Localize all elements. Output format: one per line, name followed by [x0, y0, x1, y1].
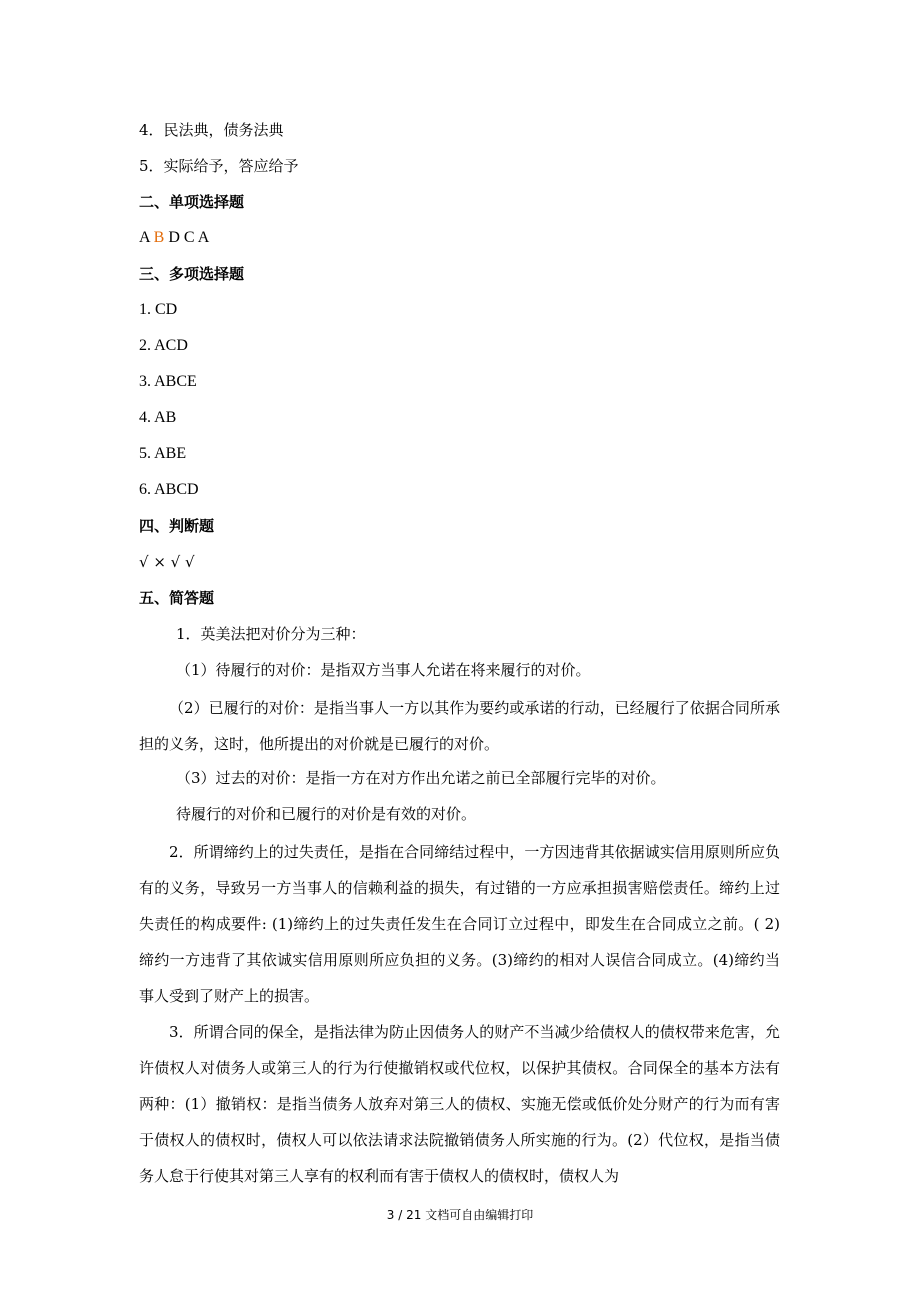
- answer-3: D: [168, 229, 180, 246]
- q1-title: 1．英美法把对价分为三种：: [176, 625, 366, 643]
- multiple-choice-answer: 5. ABE: [139, 445, 187, 462]
- answer-5: A: [197, 229, 210, 246]
- q1-point-2: （2）已履行的对价：是指当事人一方以其作为要约或承诺的行动，已经履行了依据合同所承担的义务，这时，他所提出的对价就是已履行的对价。: [139, 699, 780, 753]
- section-heading-multiple-choice: 三、多项选择题: [139, 265, 245, 283]
- q1-point-1: （1）待履行的对价：是指双方当事人允诺在将来履行的对价。: [176, 661, 591, 679]
- q1-point-3: （3）过去的对价：是指一方在对方作出允诺之前已全部履行完毕的对价。: [176, 769, 666, 787]
- section-heading-single-choice: 二、单项选择题: [139, 193, 245, 211]
- answer-4: C: [183, 229, 195, 246]
- multiple-choice-answer: 1. CD: [139, 301, 178, 318]
- multiple-choice-answer: 6. ABCD: [139, 481, 199, 498]
- page-footer: 3 / 21 文档可自由编辑打印: [386, 1208, 534, 1222]
- true-false-answers: √ × √ √: [139, 553, 195, 571]
- q2-answer-paragraph: 2．所谓缔约上的过失责任，是指在合同缔结过程中，一方因违背其依据诚实信用原则所应负有的义务，导致另一方当事人的信赖利益的损失，有过错的一方应承担损害赔偿责任。缔约上过失责任的构成要件: (1)缔约上的过失责任发生在合同订立过程中，即发生在合同成立之前。( 2)缔约一方违背了其依诚实信用原则所应负担的义务。(3)缔约的相对人误信合同成立。(4)缔约当事人受到了财产上的损害。: [139, 843, 780, 1005]
- fill-in-answer-5: 5．实际给予，答应给予: [139, 157, 299, 175]
- q1-conclusion: 待履行的对价和已履行的对价是有效的对价。: [176, 805, 477, 823]
- multiple-choice-answer: 2. ACD: [139, 337, 188, 354]
- q3-answer-paragraph: 3．所谓合同的保全，是指法律为防止因债务人的财产不当减少给债权人的债权带来危害，允许债权人对债务人或第三人的行为行使撤销权或代位权，以保护其债权。合同保全的基本方法有两种：(1）撤销权：是指当债务人放弃对第三人的债权、实施无偿或低价处分财产的行为而有害于债权人的债权时，债权人可以依法请求法院撤销债务人所实施的行为。(2）代位权，是指当债务人怠于行使其对第三人享有的权利而有害于债权人的债权时，债权人为: [139, 1023, 780, 1185]
- multiple-choice-answer: 4. AB: [139, 409, 177, 426]
- answer-1: A: [139, 229, 150, 246]
- answer-2-highlighted: B: [153, 229, 165, 246]
- single-choice-answers: [139, 228, 209, 248]
- fill-in-answer-4: 4．民法典，债务法典: [139, 121, 284, 139]
- section-heading-true-false: 四、判断题: [139, 517, 215, 535]
- section-heading-short-answer: 五、简答题: [139, 589, 215, 607]
- multiple-choice-answer: 3. ABCE: [139, 373, 197, 390]
